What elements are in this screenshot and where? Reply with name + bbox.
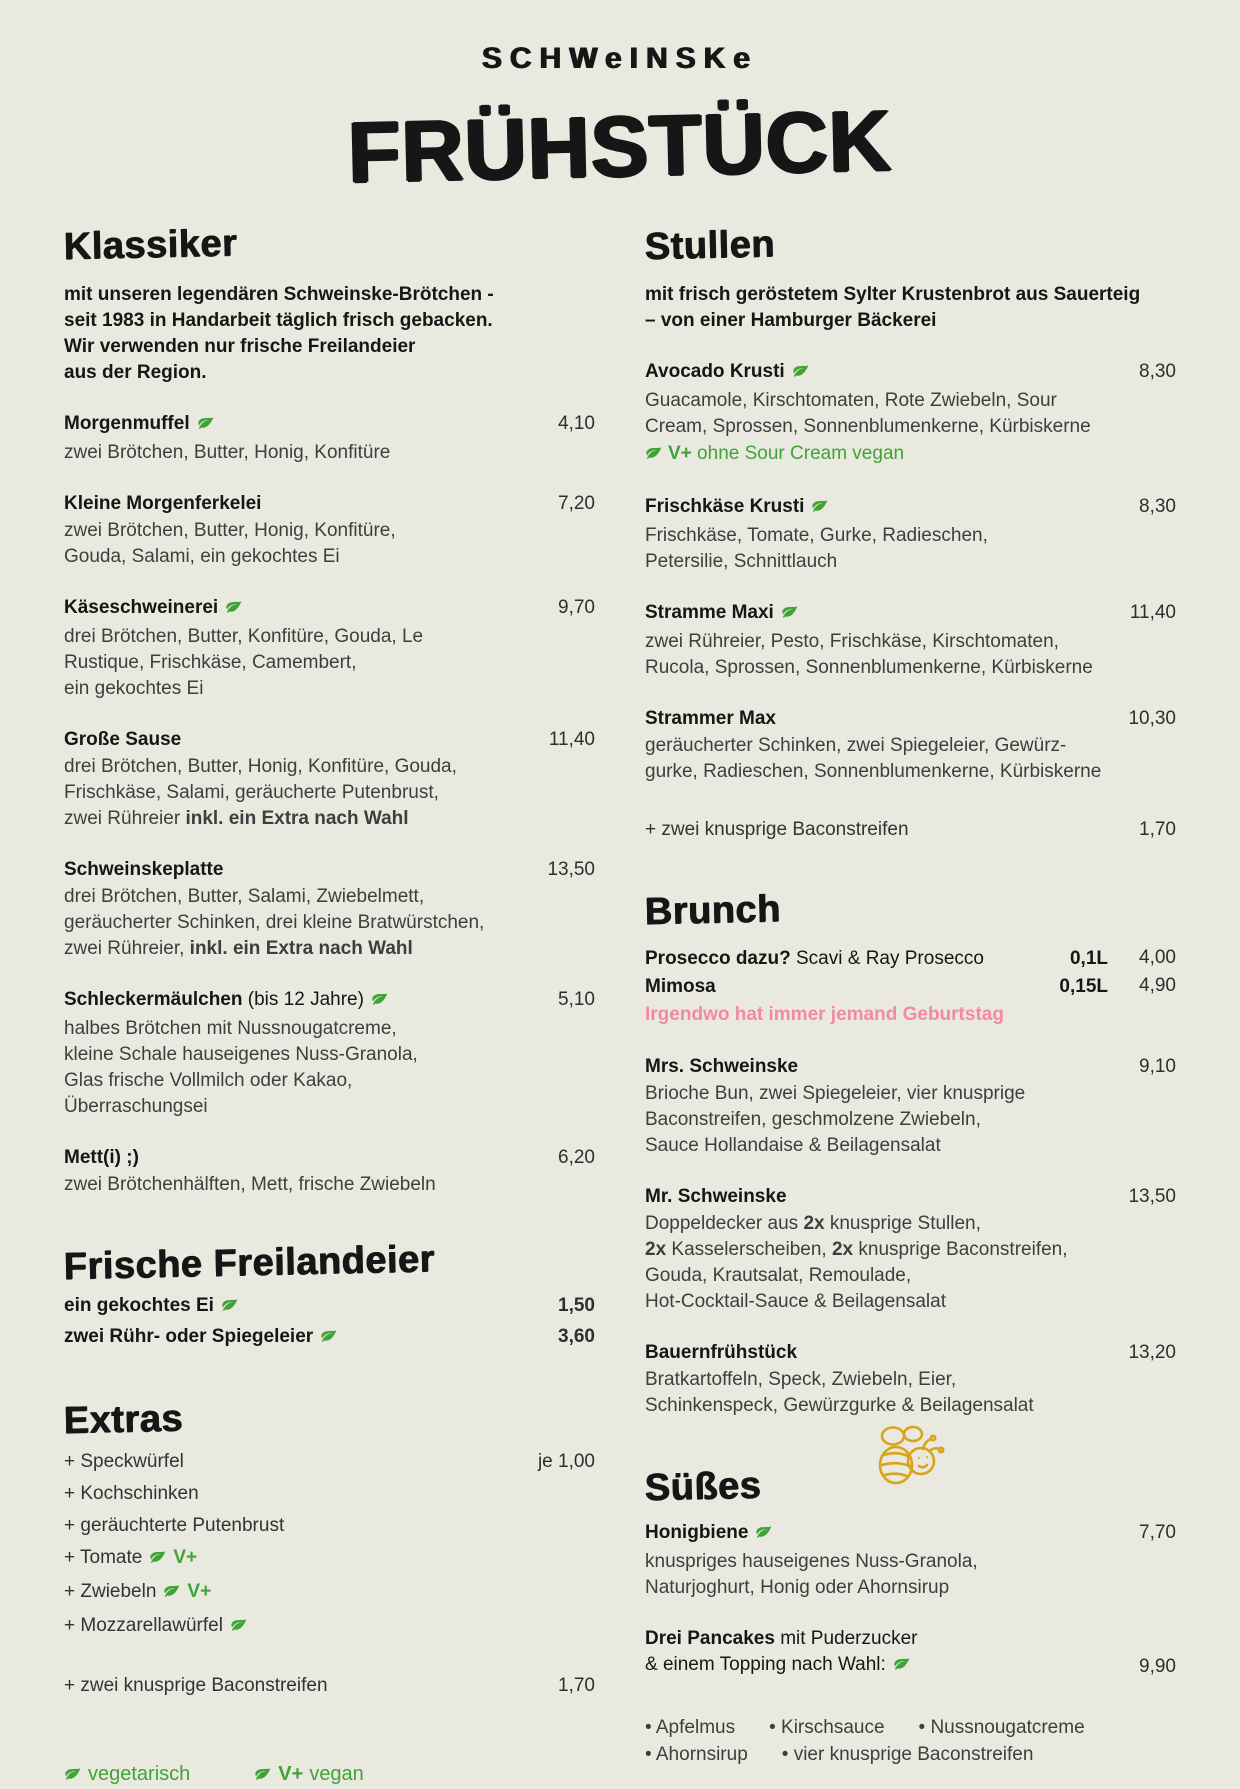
menu-row	[64, 1481, 595, 1507]
item-price: 13,50	[547, 858, 595, 880]
drink-rows	[645, 945, 1176, 1001]
item-name: Strammer Max	[645, 707, 776, 729]
row-price: 1,50	[558, 1294, 595, 1316]
left-column	[63, 222, 595, 1789]
row-text: ein gekochtes Ei	[64, 1293, 544, 1321]
item-price: 8,30	[1139, 495, 1176, 517]
item-price: 9,10	[1139, 1055, 1176, 1077]
menu-item-row	[64, 727, 595, 753]
item-price: 11,40	[548, 728, 595, 750]
leaf-icon	[197, 413, 214, 439]
menu-item	[645, 494, 1176, 575]
item-description: zwei Rühreier, Pesto, Frischkäse, Kirschtomaten, Rucola, Sprossen, Sonnenblumenkerne, Kürbiskerne	[645, 630, 1093, 678]
section-heading: Klassiker	[63, 222, 238, 269]
section-intro: mit unseren legendären Schweinske-Brötchen - seit 1983 in Handarbeit täglich frisch gebacken. Wir verwenden nur frische Freilandeier aus der Region.	[64, 283, 494, 383]
menu-item	[64, 1145, 595, 1198]
menu-item-row	[64, 987, 595, 1015]
item-name: Bauernfrühstück	[645, 1341, 798, 1363]
item-name: Avocado Krusti	[645, 359, 1125, 387]
row-text: + geräuchterte Putenbrust	[64, 1515, 285, 1537]
leaf-icon	[781, 602, 798, 628]
item-price: 4,10	[558, 412, 595, 434]
menu-item-row	[645, 1626, 1176, 1680]
item-price: 9,90	[1139, 1656, 1176, 1678]
drink-name: Mimosa	[645, 975, 716, 997]
menu-item-row	[64, 411, 595, 439]
leaf-icon	[893, 1654, 910, 1680]
menu-item-row	[645, 1054, 1176, 1080]
leaf-icon	[149, 1547, 166, 1573]
menu-item	[645, 706, 1176, 785]
item-description: zwei Brötchenhälften, Mett, frische Zwiebeln	[64, 1173, 436, 1195]
row-price: 1,70	[558, 1675, 595, 1697]
section-intro: mit frisch geröstetem Sylter Krustenbrot aus Sauerteig – von einer Hamburger Bäckerei	[645, 283, 1141, 331]
item-description: halbes Brötchen mit Nussnougatcreme, kleine Schale hauseigenes Nuss-Granola, Glas frische Vollmilch oder Kakao, Überraschungsei	[64, 1017, 418, 1117]
menu-item-row	[645, 1184, 1176, 1210]
diet-legend	[64, 1761, 595, 1789]
leaf-icon	[163, 1581, 180, 1607]
menu-item-row	[645, 359, 1176, 387]
page-title: FRÜHSTÜCK	[346, 92, 894, 202]
leaf-icon	[811, 496, 828, 522]
section-heading-row	[63, 1238, 595, 1290]
item-description: drei Brötchen, Butter, Salami, Zwiebelmett, geräucherter Schinken, drei kleine Bratwürstchen, zwei Rühreier, inkl. ein Extra nach Wahl	[64, 885, 485, 959]
menu-section	[63, 222, 595, 1198]
vegan-note: V+ ohne Sour Cream vegan	[645, 440, 1176, 469]
section-heading: Frische Freilandeier	[63, 1238, 436, 1288]
menu-item	[645, 1340, 1176, 1419]
menu-item-row	[64, 491, 595, 517]
leaf-icon	[645, 442, 662, 469]
menu-row	[64, 1449, 595, 1475]
item-price: 11,40	[1129, 601, 1176, 623]
leaf-icon	[64, 1763, 81, 1789]
item-description: drei Brötchen, Butter, Konfitüre, Gouda, Le Rustique, Frischkäse, Camembert, ein gekochtes Ei	[64, 625, 424, 699]
item-name: Schweinskeplatte	[64, 858, 224, 880]
menu-row	[64, 1579, 595, 1607]
topping-item: • Ahornsirup	[645, 1744, 748, 1766]
menu-item-row	[645, 494, 1176, 522]
topping-item: • Kirschsauce	[769, 1717, 885, 1739]
menu-item-row	[645, 1520, 1176, 1548]
item-description: drei Brötchen, Butter, Honig, Konfitüre, Gouda, Frischkäse, Salami, geräucherte Putenbrust, zwei Rühreier inkl. ein Extra nach Wahl	[64, 755, 457, 829]
menu-item-row	[64, 595, 595, 623]
section-heading: Stullen	[644, 223, 776, 269]
item-description: zwei Brötchen, Butter, Honig, Konfitüre	[64, 441, 391, 463]
menu-row	[645, 817, 1176, 843]
row-text: + Mozzarellawürfel	[64, 1613, 595, 1641]
birthday-note: Irgendwo hat immer jemand Geburtstag	[645, 1003, 1004, 1025]
item-description: Frischkäse, Tomate, Gurke, Radieschen, Petersilie, Schnittlauch	[645, 524, 988, 572]
leaf-icon	[254, 1763, 271, 1789]
menu-item	[645, 359, 1176, 469]
drink-size: 0,15L	[1059, 975, 1108, 997]
item-name: Kleine Morgenferkelei	[64, 492, 262, 514]
menu-row	[64, 1293, 595, 1321]
item-name: Drei Pancakes mit Puderzucker & einem Topping nach Wahl:	[645, 1626, 1125, 1680]
menu-item-row	[645, 1340, 1176, 1366]
menu-item	[645, 1520, 1176, 1601]
menu-item	[645, 1184, 1176, 1315]
item-name: Mr. Schweinske	[645, 1185, 787, 1207]
section-heading: Süßes	[644, 1464, 762, 1509]
item-description: Guacamole, Kirschtomaten, Rote Zwiebeln, Sour Cream, Sprossen, Sonnenblumenkerne, Kürbiskerne	[645, 389, 1091, 437]
row-text: + Zwiebeln V+	[64, 1579, 595, 1607]
row-text: + zwei knusprige Baconstreifen	[645, 818, 909, 840]
item-name: Honigbiene	[645, 1520, 1125, 1548]
section-heading-row	[644, 888, 1176, 935]
item-price: 8,30	[1139, 360, 1176, 382]
item-name: Große Sause	[64, 728, 182, 750]
item-description: Doppeldecker aus 2x knusprige Stullen, 2x Kasselerscheiben, 2x knusprige Baconstreifen, Gouda, Krautsalat, Remoulade, Hot-Cocktail-Sauce & Beilagensalat	[645, 1212, 1068, 1312]
legend-item: V+ vegan	[254, 1761, 364, 1789]
leaf-icon	[371, 989, 388, 1015]
menu-item	[64, 987, 595, 1120]
item-price: 7,70	[1139, 1522, 1176, 1544]
drink-price: 4,00	[1139, 946, 1176, 968]
row-price: 1,70	[1139, 818, 1176, 840]
item-name: Käseschweinerei	[64, 595, 544, 623]
row-text: + Kochschinken	[64, 1483, 199, 1505]
section-heading-row	[63, 222, 595, 270]
item-price: 7,20	[558, 492, 595, 514]
menu-item	[645, 1054, 1176, 1159]
row-text: + Speckwürfel	[64, 1451, 184, 1473]
drink-size: 0,1L	[1069, 947, 1108, 969]
item-name: Schleckermäulchen (bis 12 Jahre)	[64, 987, 544, 1015]
item-description: zwei Brötchen, Butter, Honig, Konfitüre, Gouda, Salami, ein gekochtes Ei	[64, 519, 396, 567]
menu-columns	[63, 222, 1176, 1789]
section-heading-row	[644, 1464, 1176, 1511]
item-description: geräucherter Schinken, zwei Spiegeleier, Gewürz- gurke, Radieschen, Sonnenblumenkerne, Kürbiskerne	[645, 734, 1102, 782]
topping-list	[645, 1741, 1176, 1768]
menu-item-row	[64, 857, 595, 883]
item-name: Mett(i) ;)	[64, 1146, 139, 1168]
topping-lists	[645, 1714, 1176, 1768]
item-name: Mrs. Schweinske	[645, 1055, 799, 1077]
drink-name: Prosecco dazu? Scavi & Ray Prosecco	[645, 947, 984, 969]
menu-row	[64, 1324, 595, 1352]
row-text: zwei Rühr- oder Spiegeleier	[64, 1324, 544, 1352]
menu-row	[64, 1513, 595, 1539]
menu-section	[63, 1397, 595, 1789]
menu-section	[644, 1464, 1176, 1769]
menu-row	[64, 1673, 595, 1699]
drink-price: 4,90	[1139, 974, 1176, 996]
menu-item	[64, 857, 595, 962]
leaf-icon	[221, 1295, 238, 1321]
menu-item-row	[645, 600, 1176, 628]
brand-logo: SCHWeINSKe	[481, 42, 759, 75]
leaf-icon	[225, 597, 242, 623]
item-description: knuspriges hauseigenes Nuss-Granola, Naturjoghurt, Honig oder Ahornsirup	[645, 1551, 978, 1599]
bee-icon	[863, 1423, 947, 1495]
section-heading: Brunch	[644, 888, 781, 933]
item-description: Brioche Bun, zwei Spiegeleier, vier knusprige Baconstreifen, geschmolzene Zwiebeln, Sauce Hollandaise & Beilagensalat	[645, 1082, 1026, 1156]
menu-row	[64, 1545, 595, 1573]
menu-item-row	[645, 706, 1176, 732]
item-price: 6,20	[558, 1146, 595, 1168]
menu-row	[64, 1613, 595, 1641]
item-price: 9,70	[558, 596, 595, 618]
item-price: 5,10	[558, 988, 595, 1010]
section-heading: Extras	[63, 1397, 184, 1442]
row-price: 3,60	[558, 1325, 595, 1347]
menu-item	[645, 600, 1176, 681]
item-name: Stramme Maxi	[645, 600, 1116, 628]
drink-row	[645, 973, 1176, 1001]
topping-item: • Nussnougatcreme	[918, 1717, 1085, 1739]
leaf-icon	[320, 1326, 337, 1352]
menu-item	[64, 727, 595, 832]
legend-item: vegetarisch	[64, 1761, 190, 1789]
vegan-plus-badge: V+	[187, 1581, 212, 1603]
menu-section	[644, 223, 1176, 843]
leaf-icon	[755, 1522, 772, 1548]
row-price: je 1,00	[537, 1451, 595, 1473]
drink-row	[645, 945, 1176, 973]
right-column	[644, 223, 1176, 1789]
section-heading-row	[63, 1397, 595, 1444]
section-heading-row	[644, 223, 1176, 270]
menu-item-row	[64, 1145, 595, 1171]
item-description: Bratkartoffeln, Speck, Zwiebeln, Eier, Schinkenspeck, Gewürzgurke & Beilagensalat	[645, 1368, 1034, 1416]
menu-item	[645, 1626, 1176, 1680]
menu-section	[63, 1238, 595, 1352]
menu-section	[644, 888, 1176, 1419]
vegan-plus-badge: V+	[278, 1763, 304, 1786]
topping-list	[645, 1714, 1176, 1741]
menu-item	[64, 491, 595, 570]
row-text: + zwei knusprige Baconstreifen	[64, 1675, 328, 1697]
topping-item: • vier knusprige Baconstreifen	[781, 1744, 1034, 1766]
row-text: + Tomate V+	[64, 1545, 595, 1573]
item-price: 13,50	[1128, 1185, 1176, 1207]
item-price: 13,20	[1128, 1341, 1176, 1363]
topping-item: • Apfelmus	[645, 1717, 736, 1739]
leaf-icon	[230, 1615, 247, 1641]
item-name: Morgenmuffel	[64, 411, 544, 439]
menu-item	[64, 595, 595, 702]
menu-item	[64, 411, 595, 466]
vegan-plus-badge: V+	[173, 1547, 198, 1569]
leaf-icon	[792, 361, 809, 387]
item-price: 10,30	[1128, 707, 1176, 729]
item-name: Frischkäse Krusti	[645, 494, 1125, 522]
